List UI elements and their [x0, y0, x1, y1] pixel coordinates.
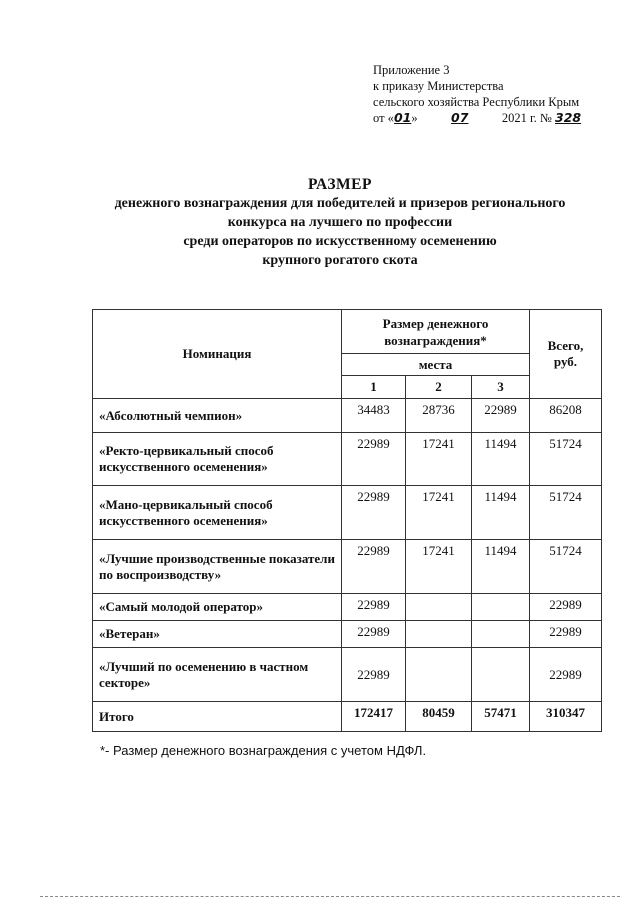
- nomination-cell: «Ветеран»: [93, 621, 342, 648]
- header-nomination: Номинация: [93, 310, 342, 399]
- date-month: 07: [451, 110, 469, 125]
- header-award: Размер денежного вознаграждения*: [342, 310, 530, 354]
- annex-header: [373, 62, 581, 126]
- place-3-cell: 22989: [472, 399, 530, 433]
- place-1-cell: 22989: [342, 486, 406, 540]
- place-1-cell: 22989: [342, 594, 406, 621]
- total-place-3: 57471: [472, 702, 530, 732]
- table-row: [93, 594, 602, 621]
- place-1-header: 1: [342, 376, 406, 399]
- place-2-cell: 17241: [406, 486, 472, 540]
- place-3-cell: 11494: [472, 433, 530, 486]
- nomination-cell: «Абсолютный чемпион»: [93, 399, 342, 433]
- place-1-cell: 22989: [342, 540, 406, 594]
- header-total: Всего, руб.: [530, 310, 602, 399]
- place-2-cell: 28736: [406, 399, 472, 433]
- date-mid: »: [411, 111, 418, 125]
- date-day: 01: [393, 110, 412, 125]
- scan-edge-divider: [40, 896, 620, 899]
- document-title: [60, 175, 620, 270]
- place-2-cell: [406, 648, 472, 702]
- place-2-cell: [406, 621, 472, 648]
- table-row: [93, 648, 602, 702]
- title-line-1: денежного вознаграждения для победителей и призеров регионального: [114, 196, 566, 211]
- title-heading: РАЗМЕР: [308, 176, 372, 193]
- nomination-cell: «Ректо-цервикальный способ искусственного осеменения»: [93, 433, 342, 486]
- total-label: Итого: [93, 702, 342, 732]
- table-row: [93, 486, 602, 540]
- total-cell: 22989: [530, 594, 602, 621]
- grand-total: 310347: [530, 702, 602, 732]
- annex-date-line: [373, 110, 581, 126]
- nomination-cell: «Лучший по осеменению в частном секторе»: [93, 648, 342, 702]
- place-3-header: 3: [472, 376, 530, 399]
- place-2-cell: 17241: [406, 433, 472, 486]
- order-number: 328: [555, 110, 582, 125]
- total-cell: 51724: [530, 540, 602, 594]
- table-row: [93, 540, 602, 594]
- total-cell: 22989: [530, 621, 602, 648]
- place-2-cell: [406, 594, 472, 621]
- total-cell: 86208: [530, 399, 602, 433]
- date-year: 2021 г. №: [501, 111, 552, 125]
- title-line-3: среди операторов по искусственному осеменению: [183, 234, 497, 249]
- annex-line-1: Приложение 3: [373, 63, 450, 77]
- place-3-cell: [472, 594, 530, 621]
- footnote: *- Размер денежного вознаграждения с учетом НДФЛ.: [100, 743, 427, 758]
- place-3-cell: 11494: [472, 486, 530, 540]
- nomination-cell: «Мано-цервикальный способ искусственного осеменения»: [93, 486, 342, 540]
- total-row: [93, 702, 602, 732]
- place-1-cell: 22989: [342, 648, 406, 702]
- place-3-cell: 11494: [472, 540, 530, 594]
- total-place-1: 172417: [342, 702, 406, 732]
- nomination-cell: «Самый молодой оператор»: [93, 594, 342, 621]
- table-row: [93, 621, 602, 648]
- header-places: места: [342, 354, 530, 376]
- date-prefix: от «: [373, 111, 394, 125]
- total-cell: 51724: [530, 433, 602, 486]
- nomination-cell: «Лучшие производственные показатели по воспроизводству»: [93, 540, 342, 594]
- title-line-2: конкурса на лучшего по профессии: [227, 215, 453, 230]
- title-line-4: крупного рогатого скота: [262, 253, 418, 268]
- place-3-cell: [472, 621, 530, 648]
- place-1-cell: 34483: [342, 399, 406, 433]
- table-header-row: [93, 310, 602, 354]
- place-2-header: 2: [406, 376, 472, 399]
- table-row: [93, 433, 602, 486]
- place-3-cell: [472, 648, 530, 702]
- place-1-cell: 22989: [342, 433, 406, 486]
- place-1-cell: 22989: [342, 621, 406, 648]
- total-cell: 51724: [530, 486, 602, 540]
- award-table: [92, 309, 602, 732]
- table-row: [93, 399, 602, 433]
- total-place-2: 80459: [406, 702, 472, 732]
- annex-line-3: сельского хозяйства Республики Крым: [373, 95, 580, 109]
- annex-line-2: к приказу Министерства: [373, 79, 504, 93]
- place-2-cell: 17241: [406, 540, 472, 594]
- total-cell: 22989: [530, 648, 602, 702]
